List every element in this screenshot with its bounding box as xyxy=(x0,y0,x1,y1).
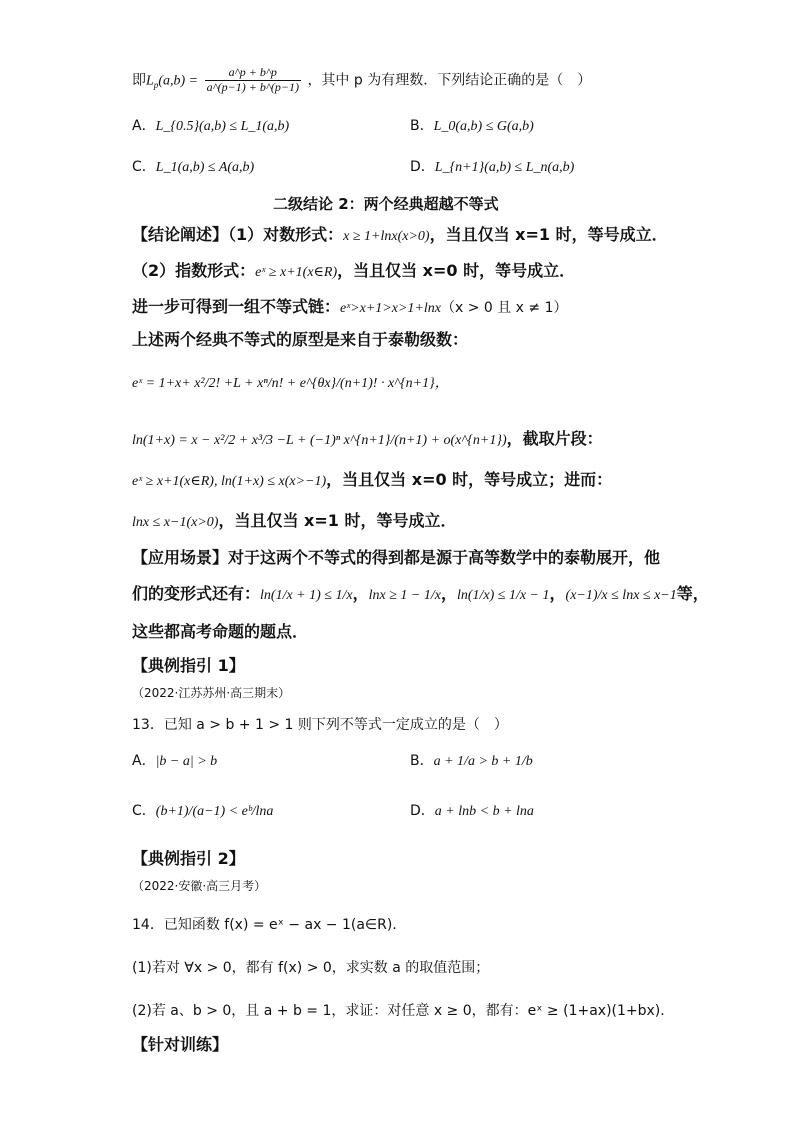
application-line1-text: 对于这两个不等式的得到都是源于高等数学中的泰勒展开，他 xyxy=(228,548,661,567)
option-label: A． xyxy=(132,118,156,134)
intro-suffix: ，其中 p 为有理数．下列结论正确的是（ ） xyxy=(307,72,592,89)
taylor-cut xyxy=(132,467,612,490)
example2-tag: 【典例指引 2】 xyxy=(132,849,245,868)
option-label: A． xyxy=(132,753,156,769)
option-text: L_0(a,b) ≤ G(a,b) xyxy=(433,119,534,134)
option-text: |b − a| > b xyxy=(155,754,218,769)
example1-option-a xyxy=(132,750,217,770)
variant-formula-3: ln(1/x) ≤ 1/x − 1 xyxy=(456,588,550,603)
section-title: 二级结论 2：两个经典超越不等式 xyxy=(273,195,499,213)
option-text: a + lnb < b + lna xyxy=(434,804,534,819)
option-label: D． xyxy=(410,803,435,819)
prev-option-d xyxy=(410,156,574,176)
conclusion-tag: 【结论阐述】 xyxy=(132,225,229,244)
chain-head: 进一步可得到一组不等式链： xyxy=(132,297,341,316)
p1-head: （1）对数形式： xyxy=(228,225,344,244)
chain-formula: eˣ>x+1>x>1+lnx xyxy=(340,301,441,316)
p2-formula: eˣ ≥ x+1(x∈R) xyxy=(255,265,338,280)
inequality-chain xyxy=(132,294,568,317)
option-label: D． xyxy=(410,159,435,175)
example2-stem: 14．已知函数 f(x) = eˣ − ax − 1(a∈R)． xyxy=(132,917,407,933)
application-line3: 这些都高考命题的题点． xyxy=(132,622,309,641)
option-label: B． xyxy=(410,753,434,769)
application-line1 xyxy=(132,545,660,568)
option-text: L_{0.5}(a,b) ≤ L_1(a,b) xyxy=(155,119,290,134)
formula-args: (a,b) = xyxy=(158,73,199,89)
example1-option-c xyxy=(132,800,273,820)
option-label: C． xyxy=(132,159,156,175)
variant-formula-1: ln(1/x + 1) ≤ 1/x xyxy=(260,588,353,603)
option-label: B． xyxy=(410,118,434,134)
taylor-ln-tail: ，截取片段： xyxy=(506,429,603,448)
prev-option-c xyxy=(132,156,254,176)
example1-stem: 13．已知 a > b + 1 > 1 则下列不等式一定成立的是（ ） xyxy=(132,717,508,733)
taylor-ln-formula: ln(1+x) = x − x²/2 + x³/3 −L + (−1)ⁿ x^{n+1}/(n+1) + o(x^{n+1}) xyxy=(132,433,507,448)
formula-lhs-sub: p xyxy=(153,80,159,91)
fraction-numerator: a^p + b^p xyxy=(205,66,301,81)
fraction-denominator: a^(p−1) + b^(p−1) xyxy=(206,79,299,94)
application-line2-tail: 等， xyxy=(676,584,709,603)
example2-part2: (2)若 a、b > 0，且 a + b = 1，求证：对任意 x ≥ 0，都有：eˣ ≥ (1+ax)(1+bx)． xyxy=(132,1003,675,1019)
variant-formula-4: (x−1)/x ≤ lnx ≤ x−1 xyxy=(565,588,677,603)
example1-option-b xyxy=(410,750,533,770)
taylor-head: 上述两个经典不等式的原型是来自于泰勒级数： xyxy=(132,330,469,349)
p2-head: （2）指数形式： xyxy=(132,261,256,280)
training-tag: 【针对训练】 xyxy=(132,1035,229,1054)
taylor-final-tail: ，当且仅当 x=1 时，等号成立． xyxy=(218,511,457,530)
example2-source: （2022·安徽·高三月考） xyxy=(132,879,267,893)
taylor-cut-tail: ，当且仅当 x=0 时，等号成立；进而： xyxy=(326,470,613,489)
option-text: L_{n+1}(a,b) ≤ L_n(a,b) xyxy=(434,160,575,175)
formula-lhs: L xyxy=(146,73,154,89)
example2-part1: (1)若对 ∀x > 0，都有 f(x) > 0，求实数 a 的取值范围； xyxy=(132,960,490,976)
option-text: (b+1)/(a−1) < eᵇ/lna xyxy=(155,804,274,819)
option-label: C． xyxy=(132,803,156,819)
prev-option-a xyxy=(132,115,289,135)
prev-option-b xyxy=(410,115,534,135)
taylor-exp: eˣ = 1+x+ x²/2! +L + xⁿ/n! + e^{θx}/(n+1)! · x^{n+1}， xyxy=(132,376,449,391)
p1-tail: ，当且仅当 x=1 时，等号成立． xyxy=(429,225,668,244)
p2-tail: ，当且仅当 x=0 时，等号成立． xyxy=(337,261,576,280)
intro-line xyxy=(132,66,591,95)
variant-formula-2: lnx ≥ 1 − 1/x xyxy=(368,588,441,603)
application-line2-head: 们的变形式还有： xyxy=(132,584,261,603)
example1-tag: 【典例指引 1】 xyxy=(132,656,245,675)
conclusion-p1 xyxy=(132,222,668,245)
p1-formula: x ≥ 1+lnx(x>0) xyxy=(343,229,430,244)
example1-option-d xyxy=(410,800,534,820)
formula-fraction xyxy=(205,66,301,95)
application-tag: 【应用场景】 xyxy=(132,548,229,567)
option-text: L_1(a,b) ≤ A(a,b) xyxy=(155,160,255,175)
taylor-final xyxy=(132,508,456,531)
example1-source: （2022·江苏苏州·高三期末） xyxy=(132,686,291,700)
taylor-final-formula: lnx ≤ x−1(x>0) xyxy=(132,515,219,530)
taylor-cut-formula: eˣ ≥ x+1(x∈R), ln(1+x) ≤ x(x>−1) xyxy=(132,474,327,489)
intro-prefix: 即 xyxy=(132,72,146,89)
option-text: a + 1/a > b + 1/b xyxy=(433,754,533,769)
conclusion-p2 xyxy=(132,258,575,281)
application-line2: 们的变形式还有：ln(1/x + 1) ≤ 1/x，lnx ≥ 1 − 1/x，ln(1/x) ≤ 1/x − 1，(x−1)/x ≤ lnx ≤ x−1等， xyxy=(132,584,709,603)
taylor-ln xyxy=(132,426,603,449)
chain-tail: （x > 0 且 x ≠ 1） xyxy=(440,300,568,316)
